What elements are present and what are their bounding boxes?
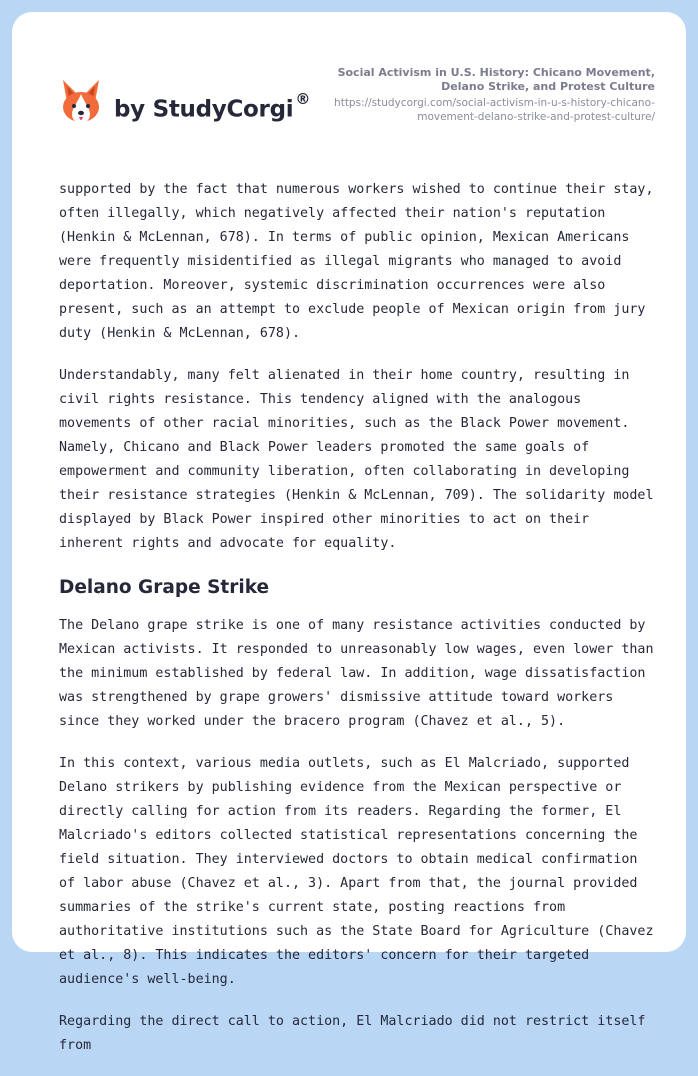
registered-mark: ® <box>295 90 311 108</box>
body-paragraph: Understandably, many felt alienated in their home country, resulting in civil rights resistance. This tendency aligned with the analogous movements of other racial minorities, such as the Black Power movement. Namely, Chicano and Black Power leaders promoted the same goals of empowerment and community liberation, often collaborating in developing their resistance strategies (Henkin & McLennan, 709). The solidarity model displayed by Black Power inspired other minorities to act on their inherent rights and advocate for equality. <box>59 368 654 551</box>
body-paragraph: The Delano grape strike is one of many resistance activities conducted by Mexican activists. It responded to unreasonably low wages, even lower than the minimum established by federal law. In addition, wage dissatisfaction was strengthened by grape growers' dismissive attitude toward workers since they worked under the bracero program (Chavez et al., 5). <box>59 618 654 729</box>
section-heading: Delano Grape Strike <box>59 577 270 598</box>
body-paragraph: supported by the fact that numerous workers wished to continue their stay, often illegally, which negatively affected their nation's reputation (Henkin & McLennan, 678). In terms of public opinion, Mexican Americans were frequently misidentified as illegal migrants who managed to avoid deportation. Moreover, systemic discrimination occurrences were also present, such as an attempt to exclude people of Mexican origin from jury duty (Henkin & McLennan, 678). <box>59 182 654 341</box>
body-paragraph: Regarding the direct call to action, El Malcriado did not restrict itself from <box>59 1014 646 1053</box>
body-paragraph: In this context, various media outlets, such as El Malcriado, supported Delano strikers by publishing evidence from the Mexican perspective or directly calling for action from its readers. Regarding the former, El Malcriado's editors collected statistical representations concerning the field situation. They interviewed doctors to obtain medical confirmation of labor abuse (Chavez et al., 3). Apart from that, the journal provided summaries of the strike's current state, posting reactions from authoritative institutions such as the State Board for Agriculture (Chavez et al., 8). This indicates the editors' concern for their targeted audience's well-being. <box>59 756 654 987</box>
studycorgi-logo[interactable] <box>60 78 310 138</box>
brand-name: by StudyCorgi ® <box>114 90 311 123</box>
document-url[interactable]: https://studycorgi.com/social-activism-in-u-s-history-chicano-movement-delano-strike-and-protest-culture/ <box>334 97 655 123</box>
document-body <box>59 178 659 1076</box>
document-card <box>12 12 686 1053</box>
document-meta <box>295 66 655 124</box>
corgi-logo-icon <box>60 78 102 128</box>
document-title: Social Activism in U.S. History: Chicano Movement, Delano Strike, and Protest Culture <box>337 66 655 93</box>
